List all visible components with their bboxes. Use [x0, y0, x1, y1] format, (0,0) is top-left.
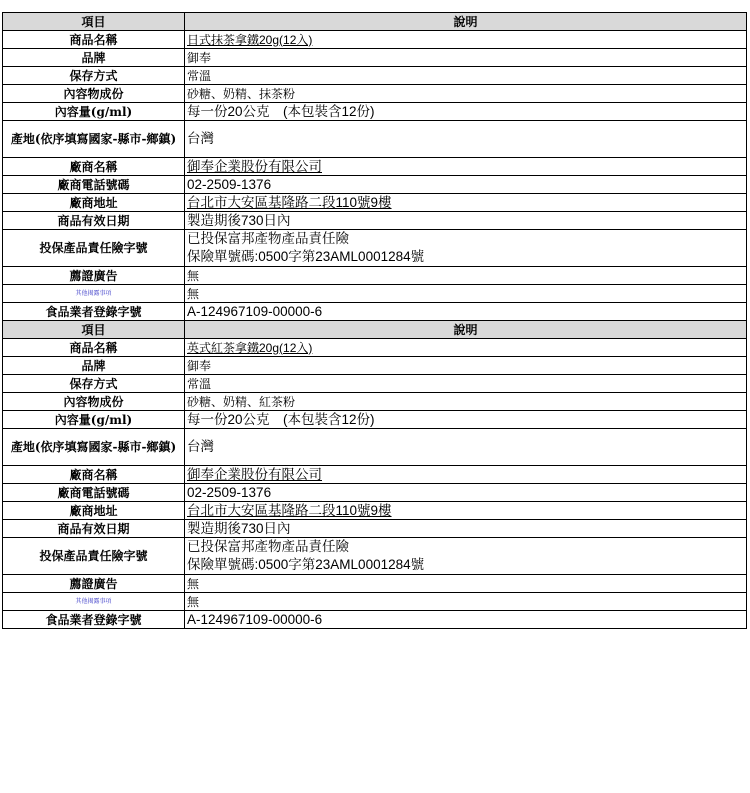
row-value-brand: 御奉	[185, 357, 747, 375]
row-value-maker: 御奉企業股份有限公司	[185, 158, 747, 176]
row-value-phone: 02-2509-1376	[185, 484, 747, 502]
insurance-line-1: 已投保富邦產物產品責任險	[187, 539, 349, 554]
table-row	[3, 520, 747, 538]
row-label-storage: 保存方式	[3, 67, 185, 85]
row-value-ingredients: 砂糖、奶精、抹茶粉	[185, 85, 747, 103]
header-description: 說明	[185, 321, 747, 339]
row-label-brand: 品牌	[3, 357, 185, 375]
row-label-maker: 廠商名稱	[3, 466, 185, 484]
table-row	[3, 484, 747, 502]
table-row	[3, 212, 747, 230]
row-label-ad: 薦證廣告	[3, 267, 185, 285]
row-label-maker: 廠商名稱	[3, 158, 185, 176]
table-row	[3, 538, 747, 575]
table-row	[3, 85, 747, 103]
row-label-origin: 產地(依序填寫國家-縣市-鄉鎮)	[3, 121, 185, 158]
table-row	[3, 411, 747, 429]
row-value-name: 英式紅茶拿鐵20g(12入)	[185, 339, 747, 357]
table-row	[3, 466, 747, 484]
row-label-ingredients: 內容物成份	[3, 393, 185, 411]
table-row	[3, 303, 747, 321]
table-row	[3, 593, 747, 611]
row-label-expiry: 商品有效日期	[3, 212, 185, 230]
row-label-registration: 食品業者登錄字號	[3, 303, 185, 321]
row-value-insurance	[185, 230, 747, 267]
row-value-address: 台北市大安區基隆路二段110號9樓	[185, 194, 747, 212]
table-row	[3, 502, 747, 520]
table-row	[3, 194, 747, 212]
row-value-expiry: 製造期後730日內	[185, 520, 747, 538]
table-row	[3, 230, 747, 267]
header-item: 項目	[3, 321, 185, 339]
row-label-insurance: 投保產品責任險字號	[3, 538, 185, 575]
row-label-other: 其他揭露事項	[3, 593, 185, 611]
row-label-address: 廠商地址	[3, 194, 185, 212]
table-row	[3, 267, 747, 285]
row-value-expiry: 製造期後730日內	[185, 212, 747, 230]
row-value-maker: 御奉企業股份有限公司	[185, 466, 747, 484]
table-row	[3, 121, 747, 158]
header-item: 項目	[3, 13, 185, 31]
row-value-origin: 台灣	[185, 121, 747, 158]
table-row	[3, 429, 747, 466]
row-value-ad: 無	[185, 575, 747, 593]
row-label-origin: 產地(依序填寫國家-縣市-鄉鎮)	[3, 429, 185, 466]
table-row	[3, 393, 747, 411]
insurance-line-2: 保險單號碼:0500字第23AML0001284號	[187, 249, 425, 264]
row-value-amount: 每一份20公克 (本包裝含12份)	[185, 411, 747, 429]
row-label-brand: 品牌	[3, 49, 185, 67]
row-label-ad: 薦證廣告	[3, 575, 185, 593]
table-row	[3, 375, 747, 393]
row-label-name: 商品名稱	[3, 339, 185, 357]
spec-sheet	[2, 12, 746, 629]
row-value-storage: 常溫	[185, 67, 747, 85]
row-value-registration: A-124967109-00000-6	[185, 303, 747, 321]
row-value-address: 台北市大安區基隆路二段110號9樓	[185, 502, 747, 520]
table-header-row	[3, 13, 747, 31]
table-row	[3, 357, 747, 375]
row-label-phone: 廠商電話號碼	[3, 484, 185, 502]
row-label-name: 商品名稱	[3, 31, 185, 49]
row-label-storage: 保存方式	[3, 375, 185, 393]
row-label-address: 廠商地址	[3, 502, 185, 520]
table-row	[3, 158, 747, 176]
row-value-insurance	[185, 538, 747, 575]
row-value-storage: 常溫	[185, 375, 747, 393]
row-label-phone: 廠商電話號碼	[3, 176, 185, 194]
row-label-other: 其他揭露事項	[3, 285, 185, 303]
row-label-amount: 內容量(g/ml)	[3, 103, 185, 121]
row-value-other: 無	[185, 593, 747, 611]
table-row	[3, 103, 747, 121]
table-row	[3, 176, 747, 194]
row-label-amount: 內容量(g/ml)	[3, 411, 185, 429]
row-value-phone: 02-2509-1376	[185, 176, 747, 194]
table-row	[3, 67, 747, 85]
table-row	[3, 339, 747, 357]
insurance-line-1: 已投保富邦產物產品責任險	[187, 231, 349, 246]
table-row	[3, 31, 747, 49]
product-spec-table	[2, 12, 747, 629]
row-value-amount: 每一份20公克 (本包裝含12份)	[185, 103, 747, 121]
row-value-ingredients: 砂糖、奶精、紅茶粉	[185, 393, 747, 411]
insurance-line-2: 保險單號碼:0500字第23AML0001284號	[187, 557, 425, 572]
table-row	[3, 611, 747, 629]
table-row	[3, 575, 747, 593]
row-value-brand: 御奉	[185, 49, 747, 67]
table-header-row	[3, 321, 747, 339]
row-label-insurance: 投保產品責任險字號	[3, 230, 185, 267]
row-value-origin: 台灣	[185, 429, 747, 466]
row-value-other: 無	[185, 285, 747, 303]
row-label-ingredients: 內容物成份	[3, 85, 185, 103]
row-value-ad: 無	[185, 267, 747, 285]
header-description: 說明	[185, 13, 747, 31]
row-value-registration: A-124967109-00000-6	[185, 611, 747, 629]
row-value-name: 日式抹茶拿鐵20g(12入)	[185, 31, 747, 49]
row-label-expiry: 商品有效日期	[3, 520, 185, 538]
table-row	[3, 49, 747, 67]
table-row	[3, 285, 747, 303]
row-label-registration: 食品業者登錄字號	[3, 611, 185, 629]
